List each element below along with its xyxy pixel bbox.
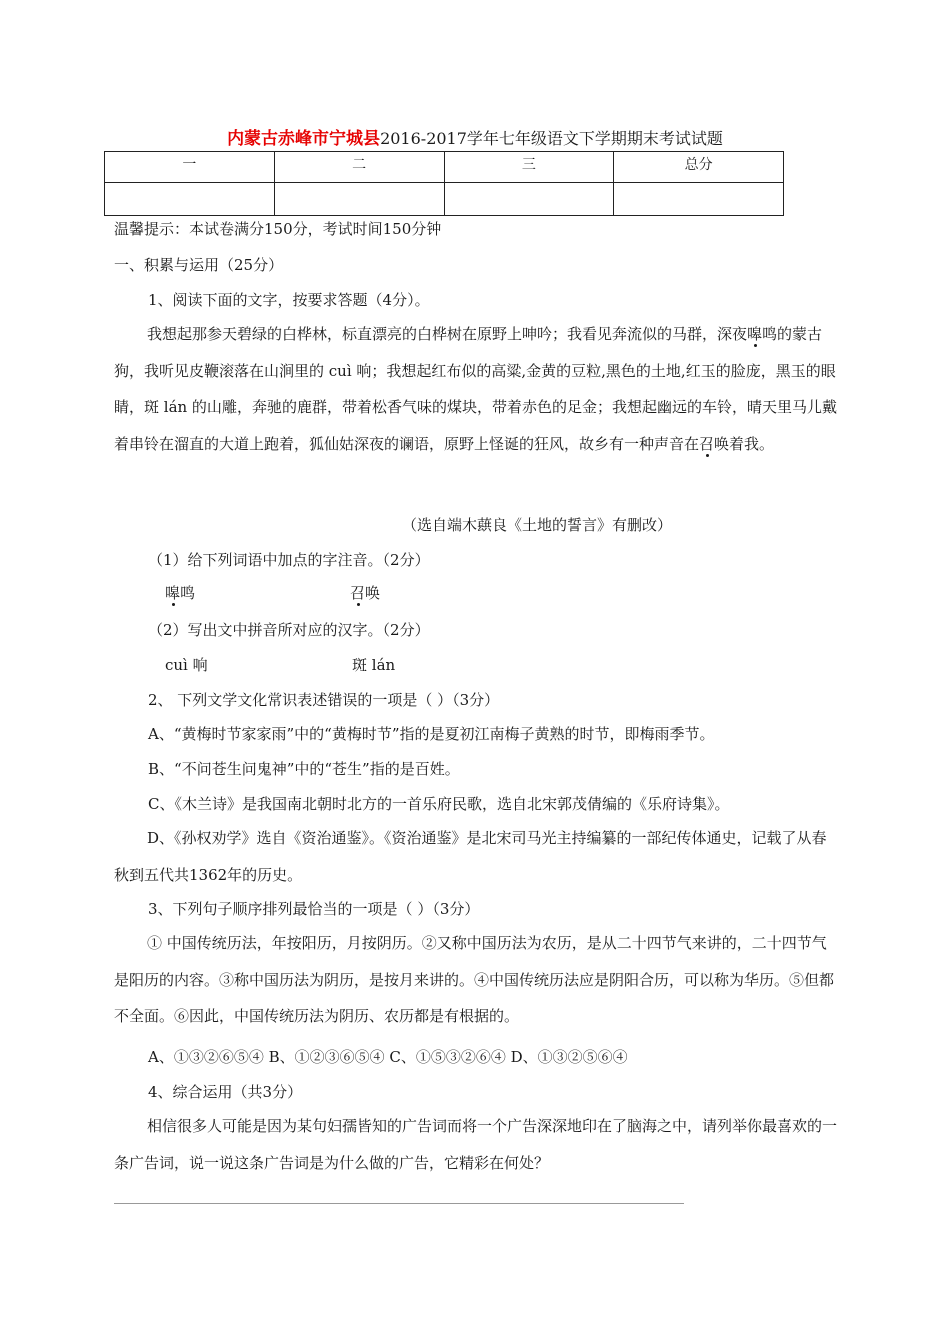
score-value-row xyxy=(105,183,784,216)
pinyin-2: 斑 lán xyxy=(352,656,396,674)
exam-tip: 温馨提示：本试卷满分150分，考试时间150分钟 xyxy=(114,220,442,238)
question-4-stem: 4、综合运用（共3分） xyxy=(148,1083,303,1101)
question-3-stem: 3、下列句子顺序排列最恰当的一项是（ ）（3分） xyxy=(148,900,480,918)
score-cell-3[interactable] xyxy=(444,183,614,216)
word-1-dotted: 嗥 xyxy=(165,584,181,602)
question-1-sub-1: （1）给下列词语中加点的字注音。（2分） xyxy=(148,551,430,569)
passage-source: （选自端木蕻良《土地的誓言》有删改） xyxy=(402,516,673,534)
section-heading: 一、积累与运用（25分） xyxy=(114,256,284,274)
dotted-char-2: 召 xyxy=(699,434,715,453)
word-2-dotted: 召 xyxy=(350,584,366,602)
score-header-total: 总分 xyxy=(614,152,784,183)
title-region: 内蒙古赤峰市宁城县 xyxy=(227,129,381,149)
passage-part-a: 我想起那参天碧绿的白桦林，标直漂亮的白桦树在原野上呻吟；我看见奔流似的马群，深夜 xyxy=(147,325,748,343)
score-cell-1[interactable] xyxy=(105,183,275,216)
question-2-option-b: B、“不问苍生问鬼神”中的“苍生”指的是百姓。 xyxy=(148,760,460,778)
score-header-2: 二 xyxy=(274,152,444,183)
answer-line[interactable] xyxy=(114,1203,684,1204)
score-cell-2[interactable] xyxy=(274,183,444,216)
word-2 xyxy=(350,583,380,603)
word-1 xyxy=(165,583,195,603)
score-table xyxy=(104,151,784,216)
question-2-option-d: D、《孙权劝学》选自《资治通鉴》。《资治通鉴》是北宋司马光主持编纂的一部纪传体通史，记载了从春秋到五代共1362年的历史。 xyxy=(114,829,827,884)
exam-title xyxy=(0,128,950,150)
word-1-rest: 鸣 xyxy=(180,584,196,602)
title-text: 2016-2017学年七年级语文下学期期末考试试题 xyxy=(380,129,723,148)
score-header-1: 一 xyxy=(105,152,275,183)
word-2-rest: 唤 xyxy=(365,584,381,602)
passage-part-c: 唤着我。 xyxy=(714,434,775,453)
question-4-text: 相信很多人可能是因为某句妇孺皆知的广告词而将一个广告深深地印在了脑海之中，请列举你最喜欢的一条广告词，说一说这条广告词是为什么做的广告，它精彩在何处？ xyxy=(114,1117,838,1172)
question-1-stem: 1、阅读下面的文字，按要求答题（4分）。 xyxy=(148,291,430,309)
question-2-option-a: A、“黄梅时节家家雨”中的“黄梅时节”指的是夏初江南梅子黄熟的时节，即梅雨季节。 xyxy=(148,725,715,743)
question-2-stem: 2、 下列文学文化常识表述错误的一项是（ ）（3分） xyxy=(148,691,500,709)
passage-part-b: 鸣的蒙古狗，我听见皮鞭滚落在山涧里的 cuì 响；我想起红布似的高粱,金黄的豆粒,黑色的土地,红玉的脸庞，黑玉的眼睛，斑 lán 的山雕，奔驰的鹿群，带着松香气味的煤块，带着赤色的足金；我想起幽远的车铃，晴天里马儿戴着串铃在溜直的大道上跑着，狐仙姑深夜的谰语，原野上怪诞的狂风，故乡有一种声音在 xyxy=(114,325,837,453)
pinyin-1: cuì 响 xyxy=(165,656,208,674)
question-2-option-c: C、《木兰诗》是我国南北朝时北方的一首乐府民歌，选自北宋郭茂倩编的《乐府诗集》。 xyxy=(148,795,730,813)
question-3-text: ① 中国传统历法，年按阳历，月按阴历。②又称中国历法为农历，是从二十四节气来讲的，二十四节气是阳历的内容。③称中国历法为阴历，是按月来讲的。④中国传统历法应是阴阳合历，可以称为华历。⑤但都不全面。⑥因此，中国传统历法为阴历、农历都是有根据的。 xyxy=(114,934,835,1026)
question-1-sub-2: （2）写出文中拼音所对应的汉字。（2分） xyxy=(148,621,430,639)
score-header-3: 三 xyxy=(444,152,614,183)
dotted-char-1: 嗥 xyxy=(747,325,763,343)
score-cell-total[interactable] xyxy=(614,183,784,216)
score-header-row xyxy=(105,152,784,183)
question-3-options: A、①③②⑥⑤④ B、①②③⑥⑤④ C、①⑤③②⑥④ D、①③②⑤⑥④ xyxy=(148,1048,628,1066)
question-1-passage xyxy=(114,316,838,462)
